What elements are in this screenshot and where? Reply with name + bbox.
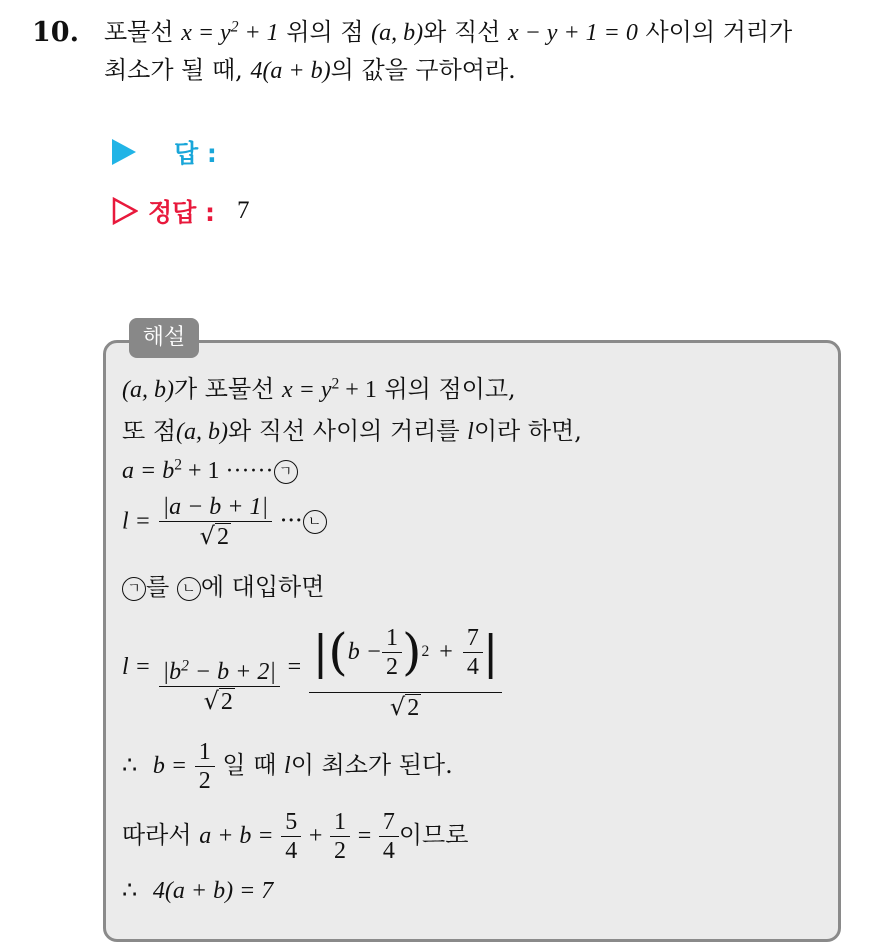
answer-row <box>112 134 217 170</box>
solution-line-1: (a, b)가 포물선 $x = y^2 + 1$ 위의 점이고, <box>122 375 516 403</box>
question-line-2 <box>104 52 884 90</box>
fraction: $\frac{|a - b + 1|}{√2}$ <box>159 493 273 551</box>
fraction: $\frac{5}{4}$ <box>281 808 301 865</box>
circled-nieun-mark: ㄴ <box>177 577 201 601</box>
solution-line-7: ∴ b = $\frac{1}{2}$ 일 때 l이 최소가 된다. <box>122 739 453 794</box>
solution-line-2: 또 점(a, b)와 직선 사이의 거리를 l이라 하면, <box>122 417 582 445</box>
fraction: $\frac{1}{2}$ <box>330 808 350 865</box>
sqrt-symbol: √2 <box>389 693 420 721</box>
fraction: | ( b − $\frac{1}{2}$ ) 2 + $\frac{7}{4}$ | √2 <box>309 612 503 722</box>
solution-line-4: l = $\frac{|a - b + 1|}{√2}$ ··· ㄴ <box>122 493 327 551</box>
solution-tab: 해설 <box>129 318 199 358</box>
play-outline-icon <box>112 197 138 225</box>
circled-giyeok-mark: ㄱ <box>274 460 298 484</box>
circled-nieun-mark: ㄴ <box>303 510 327 534</box>
math-expr: 4(a + b) <box>250 58 331 84</box>
sqrt-symbol: √2 <box>203 687 233 715</box>
play-filled-icon <box>112 139 136 165</box>
solution-line-3: $a = b^2 + 1$ ······ ㄱ <box>122 455 298 486</box>
question-text-part: 사이의 거리가 <box>637 18 793 46</box>
question-text-part: 포물선 <box>104 18 182 46</box>
question-text <box>104 14 884 90</box>
question-number: 10. <box>32 17 79 48</box>
correct-answer-label: 정답 : <box>148 198 216 227</box>
solution-line-8: 따라서 a + b = $\frac{5}{4}$ + $\frac{1}{2}$ = $\frac{7}{4}$ 이므로 <box>122 809 469 864</box>
fraction: $\frac{7}{4}$ <box>379 808 399 865</box>
solution-line-6: l = $\frac{|b^2 - b + 2|}{√2}$ = | ( b − $\frac{1}{2}$ ) 2 + $\frac{7}{4}$ | √2 <box>122 612 502 722</box>
fraction: $\frac{|b^2 - b + 2|}{√2}$ <box>159 618 280 716</box>
fraction: $\frac{1}{2}$ <box>195 738 215 795</box>
question-text-part: 의 값을 구하여라. <box>330 56 516 84</box>
math-expr: (a, b) <box>371 20 424 46</box>
fraction: $\frac{7}{4}$ <box>463 624 483 681</box>
solution-line-5: ㄱ 를 ㄴ 에 대입하면 <box>122 572 324 602</box>
circled-giyeok-mark: ㄱ <box>122 577 146 601</box>
question-line-1 <box>104 14 884 52</box>
question-text-part: 위의 점 <box>278 18 372 46</box>
sqrt-symbol: √2 <box>199 522 229 550</box>
solution-line-9: ∴ 4(a + b) = 7 <box>122 876 274 904</box>
answer-label: 답 : <box>174 139 217 168</box>
fraction: $\frac{1}{2}$ <box>382 624 402 681</box>
correct-answer-row <box>112 193 250 229</box>
question-text-part: 최소가 될 때, <box>104 56 251 84</box>
math-expr: x − y + 1 = 0 <box>507 20 638 46</box>
question-text-part: 와 직선 <box>423 18 508 46</box>
correct-answer-value: 7 <box>237 197 250 224</box>
math-expr: $x = y^2 + 1$ <box>181 18 279 46</box>
